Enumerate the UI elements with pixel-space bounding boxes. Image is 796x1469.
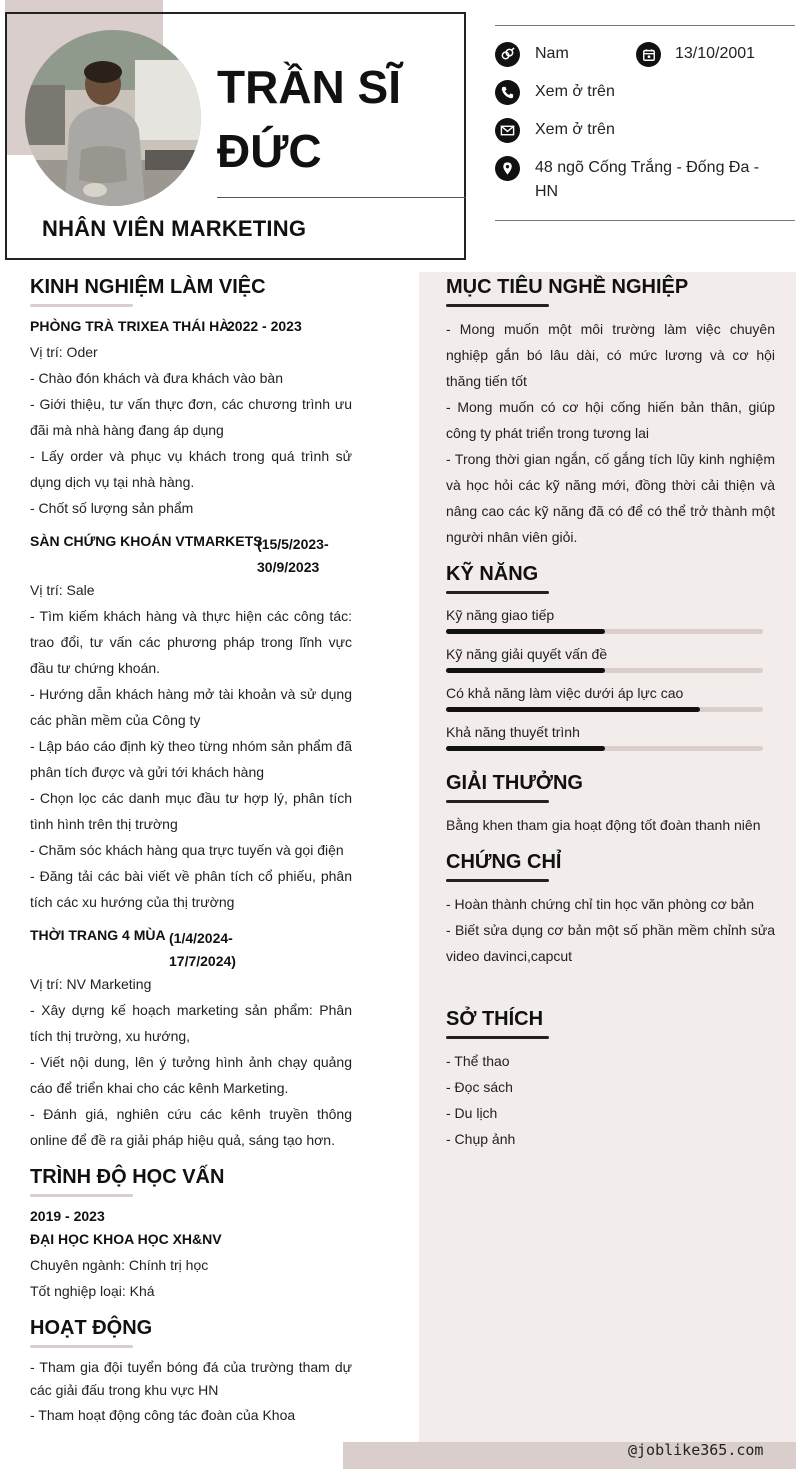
hobby-item: - Đọc sách bbox=[446, 1079, 513, 1095]
job-3-details bbox=[30, 971, 352, 1153]
avatar bbox=[25, 30, 201, 206]
certificates-title: CHỨNG CHỈ bbox=[446, 851, 562, 873]
job-2-duty: - Chọn lọc các danh mục đầu tư hợp lý, phân tích tình hình trên thị trường bbox=[30, 790, 352, 832]
experience-title: KINH NGHIỆM LÀM VIỆC bbox=[30, 276, 266, 298]
skills-title-underline bbox=[446, 591, 549, 594]
objective-item: - Mong muốn có cơ hội cống hiến bản thân, giúp công ty phát triển trong tương lai bbox=[446, 399, 775, 441]
skill-label: Kỹ năng giao tiếp bbox=[446, 607, 555, 623]
hobby-item: - Du lịch bbox=[446, 1105, 498, 1121]
certificates-title-underline bbox=[446, 879, 549, 882]
certificate-item: - Hoàn thành chứng chỉ tin học văn phòng cơ bản bbox=[446, 896, 755, 912]
skills-title: KỸ NĂNG bbox=[446, 563, 539, 585]
education-title-underline bbox=[30, 1194, 133, 1197]
hobbies-list bbox=[446, 1048, 775, 1152]
certificate-item: - Biết sửa dụng cơ bản một số phần mềm chỉnh sửa video davinci,capcut bbox=[446, 922, 775, 964]
job-1-duty: - Chào đón khách và đưa khách vào bàn bbox=[30, 370, 283, 386]
job-2-period bbox=[257, 533, 329, 579]
job-2-duty: - Đăng tải các bài viết về phân tích cổ phiếu, phân tích các xu hướng của thị trường bbox=[30, 868, 352, 910]
activity-item: - Tham hoạt động công tác đoàn của Khoa bbox=[30, 1407, 296, 1423]
calendar-icon bbox=[636, 42, 661, 67]
name-line-2: ĐỨC bbox=[217, 125, 322, 177]
phone-icon bbox=[495, 80, 520, 105]
objective-title: MỤC TIÊU NGHỀ NGHIỆP bbox=[446, 276, 689, 298]
birthday-value: 13/10/2001 bbox=[675, 45, 756, 62]
info-bottom-divider bbox=[495, 220, 795, 221]
activities-title: HOẠT ĐỘNG bbox=[30, 1317, 153, 1339]
location-icon bbox=[495, 156, 520, 181]
job-2-details bbox=[30, 577, 352, 915]
avatar-photo bbox=[25, 30, 201, 206]
activity-item: - Tham gia đội tuyển bóng đá của trường tham dự các giải đấu trong khu vực HN bbox=[30, 1359, 352, 1398]
job-3-period-end: 17/7/2024) bbox=[169, 953, 236, 969]
hobby-item: - Thể thao bbox=[446, 1053, 510, 1069]
education-grade: Tốt nghiệp loại: Khá bbox=[30, 1283, 155, 1299]
footer-watermark: @joblike365.com bbox=[628, 1441, 764, 1459]
job-3-company: THỜI TRANG 4 MÙA bbox=[30, 927, 166, 943]
job-2-duty: - Tìm kiếm khách hàng và thực hiện các công tác: trao đổi, tư vấn các phương pháp trong lĩnh vực đầu tư chứng khoán. bbox=[30, 608, 352, 676]
skill-bar-track bbox=[446, 668, 763, 673]
job-title: NHÂN VIÊN MARKETING bbox=[42, 216, 307, 241]
address-value bbox=[535, 156, 775, 204]
job-3-period-start: (1/4/2024- bbox=[169, 930, 233, 946]
skill-bar-track bbox=[446, 629, 763, 634]
skill-bar-fill bbox=[446, 707, 700, 712]
name-divider bbox=[217, 197, 466, 198]
name-line-1: TRẦN SĨ bbox=[217, 61, 401, 113]
job-2-period-end: 30/9/2023 bbox=[257, 559, 320, 575]
job-3-duty: - Viết nội dung, lên ý tưởng hình ảnh chạy quảng cáo để triển khai cho các kênh Marketing. bbox=[30, 1054, 352, 1096]
job-1-company: PHÒNG TRÀ TRIXEA THÁI HÀ bbox=[30, 318, 230, 334]
job-2-period-start: (15/5/2023- bbox=[257, 536, 329, 552]
gender-value: Nam bbox=[535, 45, 569, 62]
job-1-period: 2022 - 2023 bbox=[227, 318, 302, 334]
objective-title-underline bbox=[446, 304, 549, 307]
job-2-company: SÀN CHỨNG KHOÁN VTMARKETS bbox=[30, 533, 263, 549]
education-details bbox=[30, 1252, 352, 1304]
job-1-details bbox=[30, 339, 352, 521]
address-line-2: HN bbox=[535, 183, 559, 200]
activities-list bbox=[30, 1356, 352, 1427]
hobbies-title: SỞ THÍCH bbox=[446, 1008, 544, 1030]
email-value: Xem ở trên bbox=[535, 121, 615, 138]
education-title: TRÌNH ĐỘ HỌC VẤN bbox=[30, 1166, 225, 1188]
full-name bbox=[217, 55, 457, 183]
activities-title-underline bbox=[30, 1345, 133, 1348]
skill-bar-fill bbox=[446, 629, 605, 634]
gender-icon bbox=[495, 42, 520, 67]
certificates-list bbox=[446, 891, 775, 969]
skill-bar-fill bbox=[446, 746, 605, 751]
awards-title-underline bbox=[446, 800, 549, 803]
job-1-position: Vị trí: Oder bbox=[30, 344, 98, 360]
hobbies-title-underline bbox=[446, 1036, 549, 1039]
hobby-item: - Chụp ảnh bbox=[446, 1131, 516, 1147]
education-period: 2019 - 2023 bbox=[30, 1208, 105, 1224]
awards-title: GIẢI THƯỞNG bbox=[446, 772, 583, 794]
objective-item: - Mong muốn một môi trường làm việc chuyên nghiệp gắn bó lâu dài, có mức lương và cơ hội thăng tiến tốt bbox=[446, 321, 775, 389]
skill-label: Có khả năng làm việc dưới áp lực cao bbox=[446, 685, 684, 701]
phone-value: Xem ở trên bbox=[535, 83, 615, 100]
education-school: ĐẠI HỌC KHOA HỌC XH&NV bbox=[30, 1231, 222, 1247]
education-major: Chuyên ngành: Chính trị học bbox=[30, 1257, 209, 1273]
awards-text: Bằng khen tham gia hoạt động tốt đoàn thanh niên bbox=[446, 817, 761, 833]
job-1-duty: - Chốt số lượng sản phẩm bbox=[30, 500, 194, 516]
job-3-period bbox=[169, 927, 236, 973]
skill-bar-track bbox=[446, 707, 763, 712]
address-line-1: 48 ngõ Cống Trắng - Đống Đa - bbox=[535, 159, 760, 176]
experience-title-underline bbox=[30, 304, 133, 307]
job-3-duty: - Xây dựng kế hoạch marketing sản phẩm: Phân tích thị trường, xu hướng, bbox=[30, 1002, 352, 1044]
job-1-duty: - Lấy order và phục vụ khách trong quá trình sử dụng dịch vụ tại nhà hàng. bbox=[30, 448, 352, 490]
job-3-duty: - Đánh giá, nghiên cứu các kênh truyền thông online để đề ra giải pháp hiệu quả, sáng tạo hơn. bbox=[30, 1106, 352, 1148]
skill-label: Kỹ năng giải quyết vấn đề bbox=[446, 646, 608, 662]
job-2-position: Vị trí: Sale bbox=[30, 582, 95, 598]
job-2-duty: - Hướng dẫn khách hàng mở tài khoản và sử dụng các phần mềm của Công ty bbox=[30, 686, 352, 728]
info-top-divider bbox=[495, 25, 795, 26]
job-2-duty: - Lập báo cáo định kỳ theo từng nhóm sản phẩm đã phân tích được và gửi tới khách hàng bbox=[30, 738, 352, 780]
job-2-duty: - Chăm sóc khách hàng qua trực tuyến và gọi điện bbox=[30, 842, 344, 858]
objective-item: - Trong thời gian ngắn, cố gắng tích lũy kinh nghiệm và học hỏi các kỹ năng mới, đồng thời cải thiện và nâng cao các kỹ năng đã có để có thể trở thành một người nhân viên giỏi. bbox=[446, 451, 775, 545]
job-1-duty: - Giới thiệu, tư vấn thực đơn, các chương trình ưu đãi mà nhà hàng đang áp dụng bbox=[30, 396, 352, 438]
job-3-position: Vị trí: NV Marketing bbox=[30, 976, 152, 992]
email-icon bbox=[495, 118, 520, 143]
skill-label: Khả năng thuyết trình bbox=[446, 724, 580, 740]
skill-bar-fill bbox=[446, 668, 605, 673]
skill-bar-track bbox=[446, 746, 763, 751]
objective-list bbox=[446, 316, 775, 550]
